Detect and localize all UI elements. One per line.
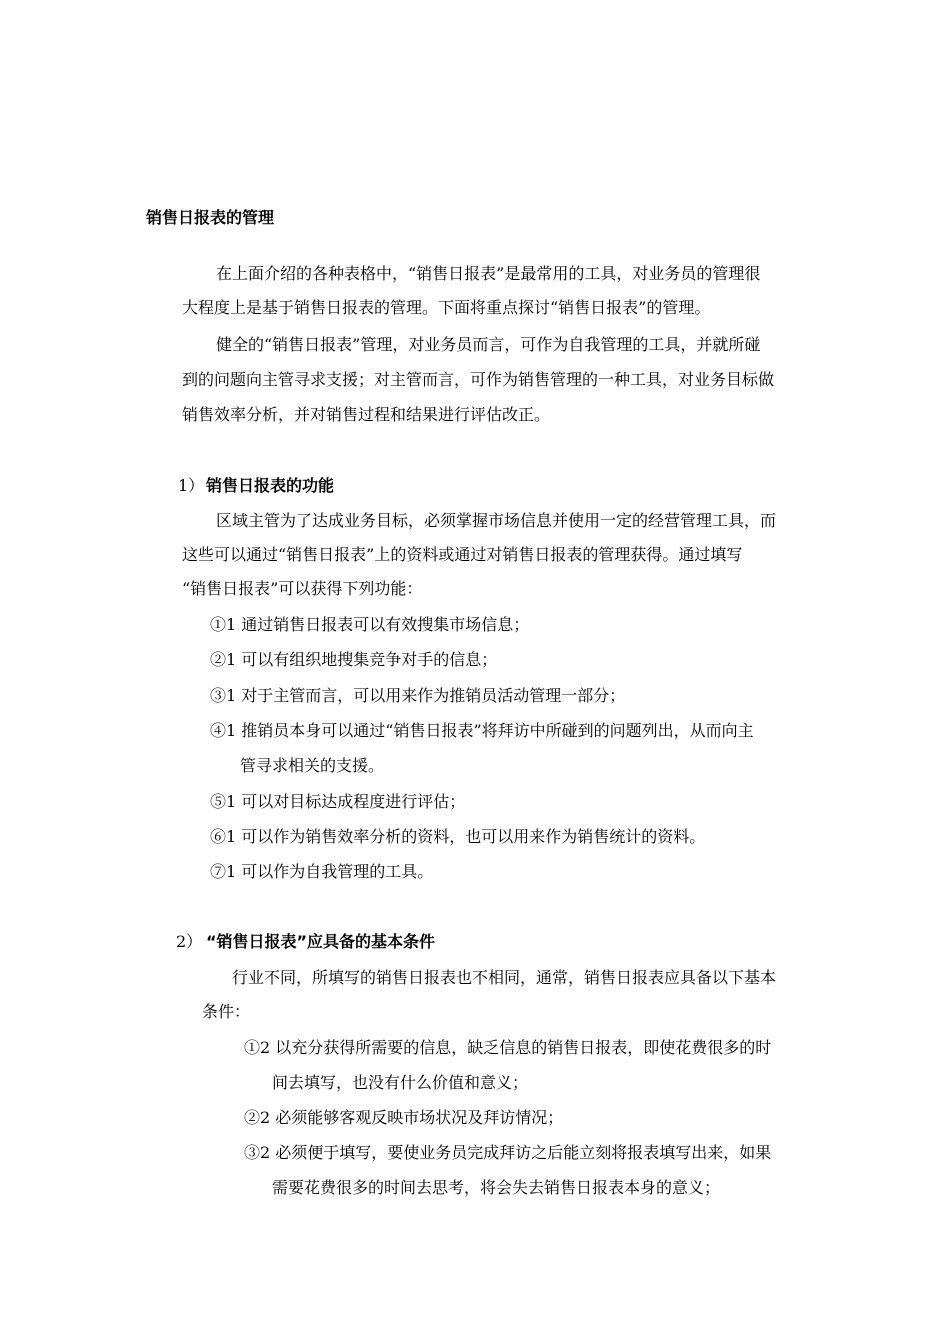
intro-paragraph-2-line-3: 销售效率分析，并对销售过程和结果进行评估改正。: [182, 405, 551, 424]
section-2-heading: “销售日报表”应具备的基本条件: [206, 932, 436, 951]
section-1-paragraph-line-2: 这些可以通过“销售日报表”上的资料或通过对销售日报表的管理获得。通过填写: [182, 545, 743, 564]
section-2-paragraph-line-1: 行业不同，所填写的销售日报表也不相同，通常，销售日报表应具备以下基本: [232, 968, 777, 987]
section-1-paragraph-line-1: 区域主管为了达成业务目标，必须掌握市场信息并使用一定的经营管理工具，而: [216, 511, 777, 530]
section-1-list-item: ①1 通过销售日报表可以有效搜集市场信息；: [210, 615, 530, 634]
section-2-list-item: ①2 以充分获得所需要的信息，缺乏信息的销售日报表，即使花费很多的时: [244, 1038, 772, 1057]
document-title: 销售日报表的管理: [146, 208, 275, 227]
section-2-number: 2）: [176, 932, 203, 951]
section-1-list-item: ②1 可以有组织地搜集竞争对手的信息；: [210, 650, 498, 669]
section-2-list-item: ③2 必须便于填写，要使业务员完成拜访之后能立刻将报表填写出来，如果: [244, 1143, 772, 1162]
intro-paragraph-1-line-2: 大程度上是基于销售日报表的管理。下面将重点探讨“销售日报表”的管理。: [182, 298, 711, 317]
section-1-list-item: ④1 推销员本身可以通过“销售日报表”将拜访中所碰到的问题列出，从而向主: [210, 721, 754, 740]
section-1-number: 1）: [178, 476, 205, 495]
section-1-list-item: ⑦1 可以作为自我管理的工具。: [210, 862, 434, 881]
section-1-paragraph-line-3: “销售日报表”可以获得下列功能：: [182, 579, 423, 598]
section-1-list-item: ⑤1 可以对目标达成程度进行评估；: [210, 792, 466, 811]
section-2-list-item: ②2 必须能够客观反映市场状况及拜访情况；: [244, 1108, 564, 1127]
intro-paragraph-1-line-1: 在上面介绍的各种表格中，“销售日报表”是最常用的工具，对业务员的管理很: [216, 264, 761, 283]
section-2-list-item-continuation: 间去填写，也没有什么价值和意义；: [272, 1073, 529, 1092]
section-1-heading: 销售日报表的功能: [206, 476, 335, 495]
intro-paragraph-2-line-2: 到的问题向主管寻求支援；对主管而言，可作为销售管理的一种工具，对业务目标做: [182, 370, 775, 389]
section-1-list-item-continuation: 管寻求相关的支援。: [240, 756, 385, 775]
section-1-list-item: ③1 对于主管而言，可以用来作为推销员活动管理一部分；: [210, 686, 626, 705]
section-2-paragraph-line-2: 条件：: [202, 1002, 251, 1021]
section-1-list-item: ⑥1 可以作为销售效率分析的资料，也可以用来作为销售统计的资料。: [210, 827, 706, 846]
intro-paragraph-2-line-1: 健全的“销售日报表”管理，对业务员而言，可作为自我管理的工具，并就所碰: [216, 335, 761, 354]
section-2-list-item-continuation: 需要花费很多的时间去思考，将会失去销售日报表本身的意义；: [272, 1178, 721, 1197]
